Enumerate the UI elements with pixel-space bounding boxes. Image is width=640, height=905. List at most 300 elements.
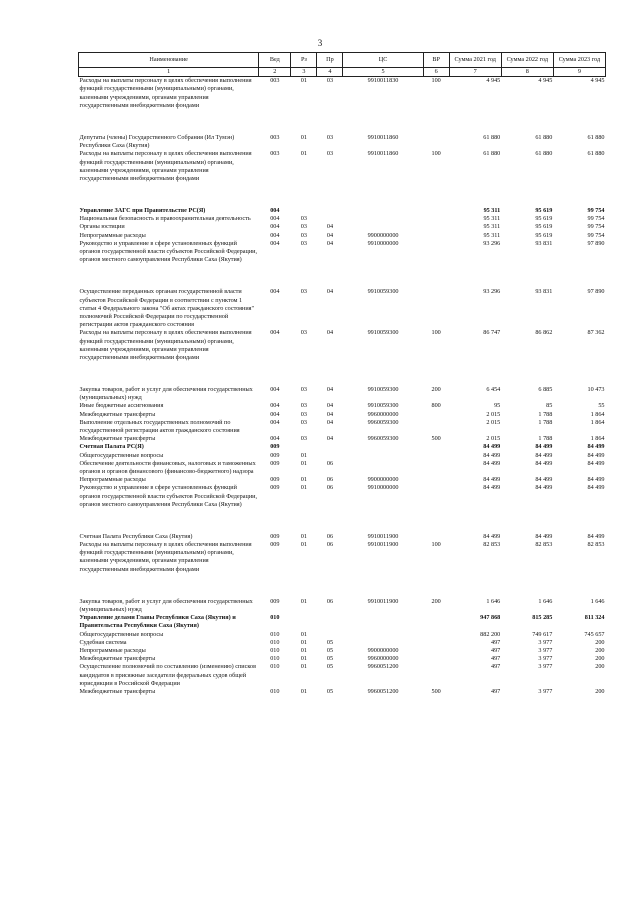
- row-cs: 9910000000: [367, 239, 399, 247]
- row-vr: [423, 411, 449, 419]
- row-sum-2023: 55: [598, 402, 605, 410]
- row-sum-2022: 95 619: [535, 231, 553, 239]
- row-name: Выполнение отдельных государственных полномочий по государственной регистрации актов гражданского состояния: [79, 418, 240, 434]
- row-name: Межбюджетные трансферты: [79, 410, 156, 418]
- row-rz: 01: [300, 597, 307, 605]
- row-pr: [317, 631, 343, 639]
- row-pr: 04: [326, 239, 334, 247]
- row-ved: 003: [270, 77, 280, 85]
- spacer-cell: [79, 574, 606, 598]
- row-sum-2022: 1 646: [538, 597, 553, 605]
- row-rz: 03: [300, 386, 307, 394]
- table-row: [79, 411, 606, 419]
- table-row: [79, 541, 606, 574]
- row-ved: 010: [270, 655, 280, 663]
- row-rz: 03: [300, 288, 307, 296]
- table-row: [79, 655, 606, 663]
- row-rz: 03: [300, 329, 307, 337]
- row-vr: [423, 460, 449, 476]
- row-name: Межбюджетные трансферты: [79, 435, 156, 443]
- row-vr: 100: [431, 77, 441, 85]
- table-row: [79, 435, 606, 443]
- row-pr: 05: [326, 663, 334, 671]
- row-sum-2023: 200: [595, 663, 605, 671]
- row-vr: [423, 484, 449, 509]
- table-row: [79, 223, 606, 231]
- table-row: [79, 215, 606, 223]
- row-sum-2021: 2 015: [486, 435, 501, 443]
- row-cs: [343, 443, 423, 451]
- header-row: [79, 53, 606, 68]
- row-pr: 04: [326, 231, 334, 239]
- row-rz: 01: [300, 77, 307, 85]
- row-vr: 100: [431, 150, 441, 158]
- row-sum-2021: 86 747: [483, 329, 501, 337]
- row-name: Иные бюджетные ассигнования: [79, 402, 164, 410]
- row-sum-2023: 4 945: [590, 77, 605, 85]
- table-row: [79, 688, 606, 696]
- row-sum-2021: 4 945: [486, 77, 501, 85]
- row-sum-2023: 61 880: [587, 133, 605, 141]
- row-name: Обеспечение деятельности финансовых, налоговых и таможенных органов и органов финансового (финансово-бюджетного) надзора: [79, 459, 256, 475]
- row-sum-2023: 811 324: [584, 614, 605, 622]
- row-sum-2021: 95 311: [483, 207, 501, 215]
- header-2022: Сумма 2022 год: [501, 53, 553, 68]
- row-pr: 04: [326, 288, 334, 296]
- row-pr: [317, 614, 343, 630]
- row-name: Осуществление полномочий по составлению (изменению) списков кандидатов в присяжные заседатели федеральных судов общей юрисдикции в Российской Федерации: [79, 663, 257, 687]
- row-ved: 009: [270, 484, 280, 492]
- row-sum-2022: 3 977: [538, 663, 553, 671]
- row-ved: 010: [270, 663, 280, 671]
- row-rz: 03: [300, 215, 307, 223]
- row-ved: 009: [270, 597, 280, 605]
- row-rz: 01: [300, 150, 307, 158]
- row-name: Руководство и управление в сфере установленных функций органов государственной власти субъектов Российской Федерации, органов местного самоуправления Республики Саха (Якутия): [79, 239, 258, 264]
- row-name: Межбюджетные трансферты: [79, 655, 156, 663]
- row-ved: 010: [270, 687, 280, 695]
- table-row: [79, 452, 606, 460]
- row-sum-2022: 3 977: [538, 687, 553, 695]
- row-sum-2022: 4 945: [538, 77, 553, 85]
- row-pr: 04: [326, 223, 334, 231]
- table-row: [79, 386, 606, 402]
- header-name: Наименование: [79, 53, 259, 68]
- table-row: [79, 639, 606, 647]
- row-cs: 9960059300: [367, 435, 399, 443]
- row-sum-2023: 84 499: [587, 459, 605, 467]
- row-sum-2023: 99 754: [587, 223, 605, 231]
- row-name: Осуществление переданных органам государственной власти субъектов Российской Федерации в соответствии с пунктом 1 статьи 4 Федерального закона "Об актах гражданского состояния" полномочий Российской Федерации по государственной регистрации актов гражданского состояния: [79, 288, 255, 329]
- column-number: 2: [259, 68, 291, 77]
- table-row: [79, 329, 606, 362]
- row-name: Счетная Палата Республики Саха (Якутия): [79, 532, 193, 540]
- row-cs: 9900000000: [367, 476, 399, 484]
- row-cs: [343, 614, 423, 630]
- row-ved: 003: [270, 133, 280, 141]
- row-rz: 03: [300, 402, 307, 410]
- row-pr: 06: [326, 541, 334, 549]
- row-rz: 03: [300, 239, 307, 247]
- row-sum-2022: 84 499: [535, 459, 553, 467]
- row-vr: [423, 614, 449, 630]
- row-cs: 9960000000: [367, 410, 399, 418]
- row-ved: 004: [270, 231, 280, 239]
- row-sum-2022: 82 853: [535, 541, 553, 549]
- row-ved: 004: [270, 435, 280, 443]
- table-row: [79, 663, 606, 688]
- row-spacer: [79, 509, 606, 533]
- row-cs: 9910059300: [367, 402, 399, 410]
- row-pr: 05: [326, 638, 334, 646]
- row-sum-2021: 497: [490, 687, 501, 695]
- row-sum-2021: 1 646: [486, 597, 501, 605]
- row-vr: [423, 223, 449, 231]
- header-vr: ВР: [423, 53, 449, 68]
- row-sum-2023: 200: [595, 646, 605, 654]
- row-sum-2021: 93 296: [483, 288, 501, 296]
- row-pr: 03: [326, 150, 334, 158]
- row-cs: 9910059300: [367, 386, 399, 394]
- row-name: Депутаты (члены) Государственного Собрания (Ил Тумэн) Республики Саха (Якутия): [79, 133, 235, 150]
- row-sum-2021: 95 311: [483, 231, 501, 239]
- row-rz: 01: [300, 451, 307, 459]
- row-rz: 03: [300, 418, 307, 426]
- row-name: Непрограммные расходы: [79, 646, 146, 654]
- row-sum-2022: 86 862: [535, 329, 553, 337]
- row-sum-2023: 61 880: [587, 150, 605, 158]
- row-spacer: [79, 183, 606, 207]
- table-row: [79, 460, 606, 476]
- row-cs: [343, 207, 423, 215]
- row-vr: 500: [431, 435, 441, 443]
- row-sum-2023: 1 646: [590, 597, 605, 605]
- row-sum-2023: 84 499: [587, 451, 605, 459]
- header-cs: ЦС: [343, 53, 423, 68]
- row-sum-2021: 6 454: [486, 386, 501, 394]
- row-name: Общегосударственные вопросы: [79, 630, 164, 638]
- row-cs: 9910011860: [367, 150, 399, 158]
- row-pr: [317, 215, 343, 223]
- row-sum-2021: 84 499: [483, 484, 501, 492]
- row-sum-2021: 497: [490, 655, 501, 663]
- row-ved: 004: [270, 329, 280, 337]
- row-pr: 04: [326, 435, 334, 443]
- row-sum-2023: 200: [595, 687, 605, 695]
- header-2023: Сумма 2023 год: [553, 53, 605, 68]
- row-spacer: [79, 362, 606, 386]
- row-name: Судебная система: [79, 638, 127, 646]
- row-ved: 010: [270, 614, 280, 622]
- row-pr: 06: [326, 532, 334, 540]
- row-ved: 004: [270, 207, 280, 215]
- row-sum-2021: 2 015: [486, 418, 501, 426]
- row-rz: 03: [300, 231, 307, 239]
- table-row: [79, 533, 606, 541]
- row-pr: 03: [326, 77, 334, 85]
- row-ved: 010: [270, 638, 280, 646]
- row-vr: [423, 240, 449, 265]
- row-sum-2023: 200: [595, 655, 605, 663]
- row-vr: 500: [431, 687, 441, 695]
- row-pr: 05: [326, 646, 334, 654]
- spacer-cell: [79, 183, 606, 207]
- row-vr: [423, 443, 449, 451]
- row-ved: 003: [270, 150, 280, 158]
- row-vr: 800: [431, 402, 441, 410]
- row-sum-2023: 82 853: [587, 541, 605, 549]
- row-sum-2022: 6 885: [538, 386, 553, 394]
- row-sum-2023: 87 362: [587, 329, 605, 337]
- row-name: Расходы на выплаты персоналу в целях обеспечения выполнения функций государственными (муниципальными) органами, казенными учреждениями, органами управления государственными внебюджетными фондами: [79, 77, 252, 109]
- spacer-cell: [79, 264, 606, 288]
- row-cs: 9910059300: [367, 288, 399, 296]
- row-cs: 9910011860: [367, 133, 399, 141]
- row-name: Национальная безопасность и правоохранительная деятельность: [79, 215, 251, 223]
- row-name: Расходы на выплаты персоналу в целях обеспечения выполнения функций государственными (муниципальными) органами, казенными учреждениями, органами управления государственными внебюджетными фондами: [79, 329, 252, 361]
- row-cs: 9960000000: [367, 655, 399, 663]
- row-pr: 04: [326, 329, 334, 337]
- table-row: [79, 598, 606, 614]
- row-sum-2022: 61 880: [535, 133, 553, 141]
- row-cs: 9910011900: [367, 541, 399, 549]
- row-rz: 01: [300, 476, 307, 484]
- row-spacer: [79, 574, 606, 598]
- row-cs: 9910011900: [367, 532, 399, 540]
- row-sum-2021: 82 853: [483, 541, 501, 549]
- row-sum-2023: 84 499: [587, 484, 605, 492]
- row-ved: 010: [270, 630, 280, 638]
- row-vr: 100: [431, 541, 441, 549]
- row-cs: 9900000000: [367, 646, 399, 654]
- table-row: [79, 402, 606, 410]
- row-name: Закупка товаров, работ и услуг для обеспечения государственных (муниципальных) нужд: [79, 386, 253, 402]
- row-pr: 05: [326, 687, 334, 695]
- row-vr: [423, 215, 449, 223]
- row-vr: [423, 639, 449, 647]
- row-ved: 004: [270, 215, 280, 223]
- row-cs: [343, 631, 423, 639]
- row-cs: 9960051200: [367, 663, 399, 671]
- row-sum-2021: 95 311: [483, 223, 501, 231]
- row-vr: [423, 452, 449, 460]
- row-spacer: [79, 264, 606, 288]
- row-pr: 06: [326, 597, 334, 605]
- row-ved: 009: [270, 541, 280, 549]
- row-ved: 004: [270, 386, 280, 394]
- row-name: Руководство и управление в сфере установленных функций органов государственной власти субъектов Российской Федерации, органов местного самоуправления Республики Саха (Якутия): [79, 484, 258, 508]
- row-sum-2021: 947 868: [480, 614, 501, 622]
- row-ved: 009: [270, 476, 280, 484]
- row-pr: [317, 452, 343, 460]
- row-pr: [317, 443, 343, 451]
- row-sum-2022: 3 977: [538, 646, 553, 654]
- row-vr: 200: [431, 386, 441, 394]
- header-2021: Сумма 2021 год: [449, 53, 501, 68]
- row-sum-2022: 84 499: [535, 451, 553, 459]
- row-ved: 004: [270, 402, 280, 410]
- row-sum-2023: 10 473: [587, 386, 605, 394]
- row-sum-2023: 99 754: [587, 207, 605, 215]
- row-sum-2023: 84 499: [587, 532, 605, 540]
- row-sum-2023: 97 890: [587, 288, 605, 296]
- row-cs: 9960059300: [367, 418, 399, 426]
- row-rz: [291, 614, 317, 630]
- row-sum-2022: 84 499: [535, 443, 553, 451]
- row-rz: 03: [300, 435, 307, 443]
- row-rz: 01: [300, 459, 307, 467]
- table-row: [79, 614, 606, 630]
- row-cs: [343, 223, 423, 231]
- row-pr: [317, 207, 343, 215]
- row-vr: [423, 655, 449, 663]
- row-cs: 9910059300: [367, 329, 399, 337]
- row-sum-2022: 84 499: [535, 532, 553, 540]
- row-name: Расходы на выплаты персоналу в целях обеспечения выполнения функций государственными (муниципальными) органами, казенными учреждениями, органами управления государственными внебюджетными фондами: [79, 150, 252, 182]
- table-row: [79, 476, 606, 484]
- row-sum-2022: 1 788: [538, 418, 553, 426]
- row-sum-2023: 745 657: [584, 630, 605, 638]
- row-vr: [423, 419, 449, 435]
- row-sum-2022: 84 499: [535, 476, 553, 484]
- row-sum-2021: 84 499: [483, 532, 501, 540]
- row-sum-2021: 497: [490, 646, 501, 654]
- row-vr: [423, 476, 449, 484]
- row-name: Непрограммные расходы: [79, 476, 146, 484]
- table-row: [79, 484, 606, 509]
- row-sum-2021: 497: [490, 663, 501, 671]
- row-sum-2023: 84 499: [587, 443, 605, 451]
- row-cs: 9910011900: [367, 597, 399, 605]
- spacer-cell: [79, 110, 606, 134]
- header-pr: Пр: [317, 53, 343, 68]
- row-sum-2021: 497: [490, 638, 501, 646]
- row-name: Расходы на выплаты персоналу в целях обеспечения выполнения функций государственными (муниципальными) органами, казенными учреждениями, органами управления государственными внебюджетными фондами: [79, 541, 252, 573]
- row-sum-2021: 61 880: [483, 150, 501, 158]
- row-vr: [423, 232, 449, 240]
- page-number: 3: [317, 38, 323, 48]
- table-row: [79, 134, 606, 150]
- row-ved: 009: [270, 532, 280, 540]
- row-vr: [423, 288, 449, 329]
- row-name: Закупка товаров, работ и услуг для обеспечения государственных (муниципальных) нужд: [79, 597, 253, 613]
- table-row: [79, 77, 606, 110]
- row-rz: [291, 207, 317, 215]
- row-sum-2022: 3 977: [538, 655, 553, 663]
- row-sum-2021: 84 499: [483, 459, 501, 467]
- row-cs: 9910000000: [367, 484, 399, 492]
- row-rz: 01: [300, 133, 307, 141]
- row-sum-2022: 95 619: [535, 215, 553, 223]
- row-name: Общегосударственные вопросы: [79, 451, 164, 459]
- row-sum-2021: 84 499: [483, 476, 501, 484]
- row-pr: 06: [326, 459, 334, 467]
- row-sum-2021: 93 296: [483, 239, 501, 247]
- table-row: [79, 232, 606, 240]
- row-cs: 9900000000: [367, 231, 399, 239]
- row-ved: 004: [270, 418, 280, 426]
- row-rz: 01: [300, 484, 307, 492]
- row-rz: 03: [300, 410, 307, 418]
- row-ved: 010: [270, 646, 280, 654]
- row-pr: 03: [326, 133, 334, 141]
- row-cs: [343, 639, 423, 647]
- row-ved: 004: [270, 288, 280, 296]
- row-name: Непрограммные расходы: [79, 231, 146, 239]
- table-row: [79, 647, 606, 655]
- spacer-cell: [79, 362, 606, 386]
- row-sum-2022: 95 619: [535, 207, 553, 215]
- row-rz: 01: [300, 687, 307, 695]
- budget-table: [78, 52, 606, 696]
- column-number-row: [79, 68, 606, 77]
- row-sum-2023: 99 754: [587, 231, 605, 239]
- row-sum-2021: 61 880: [483, 133, 501, 141]
- row-pr: 04: [326, 386, 334, 394]
- row-sum-2021: 84 499: [483, 443, 501, 451]
- table-row: [79, 288, 606, 329]
- row-cs: [343, 452, 423, 460]
- row-vr: [423, 663, 449, 688]
- column-number: 7: [449, 68, 501, 77]
- row-sum-2022: 749 617: [532, 630, 553, 638]
- row-vr: 200: [431, 597, 441, 605]
- column-number: 1: [79, 68, 259, 77]
- row-sum-2022: 84 499: [535, 484, 553, 492]
- table-row: [79, 240, 606, 265]
- column-number: 5: [343, 68, 423, 77]
- row-vr: [423, 207, 449, 215]
- row-ved: 004: [270, 223, 280, 231]
- row-rz: 01: [300, 541, 307, 549]
- row-pr: 04: [326, 418, 334, 426]
- row-spacer: [79, 110, 606, 134]
- row-sum-2023: 1 864: [590, 435, 605, 443]
- row-rz: 01: [300, 663, 307, 671]
- row-rz: 01: [300, 532, 307, 540]
- header-ved: Вед: [259, 53, 291, 68]
- row-sum-2022: 1 788: [538, 410, 553, 418]
- row-cs: 9910011830: [367, 77, 399, 85]
- row-pr: 06: [326, 476, 334, 484]
- column-number: 8: [501, 68, 553, 77]
- column-number: 3: [291, 68, 317, 77]
- row-sum-2023: 200: [595, 638, 605, 646]
- row-name: Межбюджетные трансферты: [79, 687, 156, 695]
- row-pr: 05: [326, 655, 334, 663]
- row-ved: 009: [270, 459, 280, 467]
- row-sum-2022: 85: [546, 402, 553, 410]
- row-rz: 01: [300, 655, 307, 663]
- row-rz: 01: [300, 646, 307, 654]
- row-sum-2023: 1 864: [590, 418, 605, 426]
- row-ved: 004: [270, 410, 280, 418]
- row-sum-2022: 93 831: [535, 288, 553, 296]
- row-vr: 100: [431, 329, 441, 337]
- row-name: Счетная Палата РС(Я): [79, 443, 144, 451]
- row-pr: 04: [326, 402, 334, 410]
- row-rz: 03: [300, 223, 307, 231]
- column-number: 9: [553, 68, 605, 77]
- row-sum-2022: 1 788: [538, 435, 553, 443]
- column-number: 6: [423, 68, 449, 77]
- header-rz: Рз: [291, 53, 317, 68]
- table-row: [79, 631, 606, 639]
- row-pr: 06: [326, 484, 334, 492]
- row-name: Органы юстиции: [79, 223, 125, 231]
- table-row: [79, 150, 606, 183]
- row-sum-2023: 97 890: [587, 239, 605, 247]
